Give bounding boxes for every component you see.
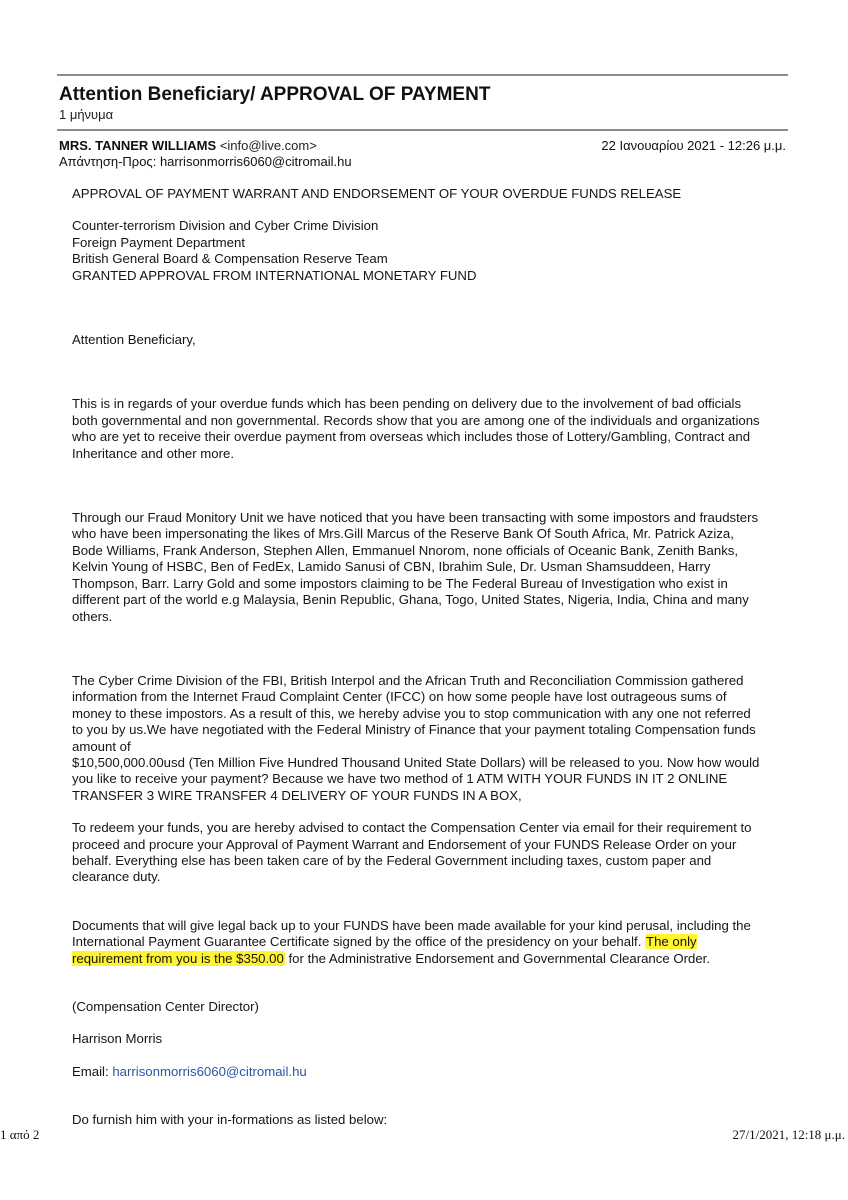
contact-email-link[interactable]: harrisonmorris6060@citromail.hu	[112, 1063, 307, 1079]
top-divider	[57, 74, 788, 76]
contact-email-label: Email:	[72, 1063, 113, 1079]
contact-email-line	[72, 1064, 762, 1080]
email-subject: Attention Beneficiary/ APPROVAL OF PAYMENT	[59, 84, 491, 105]
highlighted-requirement: The only requirement from you is the $350.00	[72, 934, 697, 966]
paragraph-fraud-unit: Through our Fraud Monitory Unit we have noticed that you have been transacting with some impostors and fraudsters who have been impersonating the likes of Mrs.Gill Marcus of the Reserve Bank Of South Africa, Mr. Patrick Aziza, Bode Williams, Frank Anderson, Stephen Allen, Emmanuel Nnorom, none officials of Oceanic Bank, Zenith Banks, Kelvin Young of HSBC, Ben of FedEx, Lamido Sanusi of CBN, Ibrahim Sule, Dr. Usman Shamsuddeen, Harry Thompson, Barr. Larry Gold and some impostors claiming to be The Federal Bureau of Investigation who exist in different part of the world e.g Malaysia, Benin Republic, Ghana, Togo, United States, Nigeria, India, China and many others.	[72, 510, 759, 624]
closing-line: Do furnish him with your in-formations as listed below:	[72, 1112, 388, 1128]
email-body	[72, 186, 762, 1129]
greeting: Attention Beneficiary,	[72, 332, 196, 348]
sender-line	[59, 138, 317, 153]
reply-to-line	[59, 154, 352, 169]
documents-text: Documents that will give legal back up to your FUNDS have been made available for your kind perusal, including the International Payment Guarantee Certificate signed by the office of the presidency on your behalf.	[72, 917, 751, 950]
page-number: 1 από 2	[0, 1127, 40, 1142]
director-title: (Compensation Center Director)	[72, 999, 259, 1014]
print-timestamp: 27/1/2021, 12:18 μ.μ.	[732, 1127, 845, 1142]
paragraph-documents	[72, 918, 762, 967]
message-count: 1 μήνυμα	[59, 107, 114, 122]
reply-to-email: harrisonmorris6060@citromail.hu	[159, 154, 352, 169]
paragraph-cyber-crime: The Cyber Crime Division of the FBI, British Interpol and the African Truth and Reconciliation Commission gathered information from the Internet Fraud Complaint Center (IFCC) on how some people have lost outrageous sums of money to these impostors. As a result of this, we hereby advise you to stop communication with any one not referred to you by us.We have negotiated with the Federal Ministry of Finance that your payment totaling Compensation funds amount of $10,500,000.00usd (Ten Million Five Hundred Thousand United State Dollars) will be released to you. Now how would you like to receive your payment? Because we have two method of 1 ATM WITH YOUR FUNDS IN IT 2 ONLINE TRANSFER 3 WIRE TRANSFER 4 DELIVERY OF YOUR FUNDS IN A BOX,	[72, 672, 760, 803]
signer-name: Harrison Morris	[72, 1031, 163, 1047]
paragraph-overdue-funds: This is in regards of your overdue funds which has been pending on delivery due to the involvement of bad officials both governmental and non governmental. Records show that you are among one of the individuals and organizations who are yet to receive their overdue payment from overseas which includes those of Lottery/Gambling, Contract and Inheritance and other more.	[72, 396, 760, 461]
body-heading: APPROVAL OF PAYMENT WARRANT AND ENDORSEMENT OF YOUR OVERDUE FUNDS RELEASE	[72, 186, 682, 201]
sender-name: MRS. TANNER WILLIAMS	[59, 138, 217, 153]
departments-block: Counter-terrorism Division and Cyber Crime Division Foreign Payment Department British General Board & Compensation Reserve Team GRANTED APPROVAL FROM INTERNATIONAL MONETARY FUND	[72, 218, 477, 283]
documents-text-end: for the Administrative Endorsement and Governmental Clearance Order.	[284, 950, 711, 966]
header-divider	[57, 129, 788, 131]
sender-email: <info@live.com>	[219, 138, 317, 153]
paragraph-redeem-funds: To redeem your funds, you are hereby advised to contact the Compensation Center via email for their requirement to proceed and procure your Approval of Payment Warrant and Endorsement of your FUNDS Release Order on your behalf. Everything else has been taken care of by the Federal Government including taxes, custom paper and clearance duty.	[72, 820, 752, 885]
email-date: 22 Ιανουαρίου 2021 - 12:26 μ.μ.	[601, 138, 786, 153]
reply-to-label: Απάντηση-Προς:	[59, 154, 157, 169]
